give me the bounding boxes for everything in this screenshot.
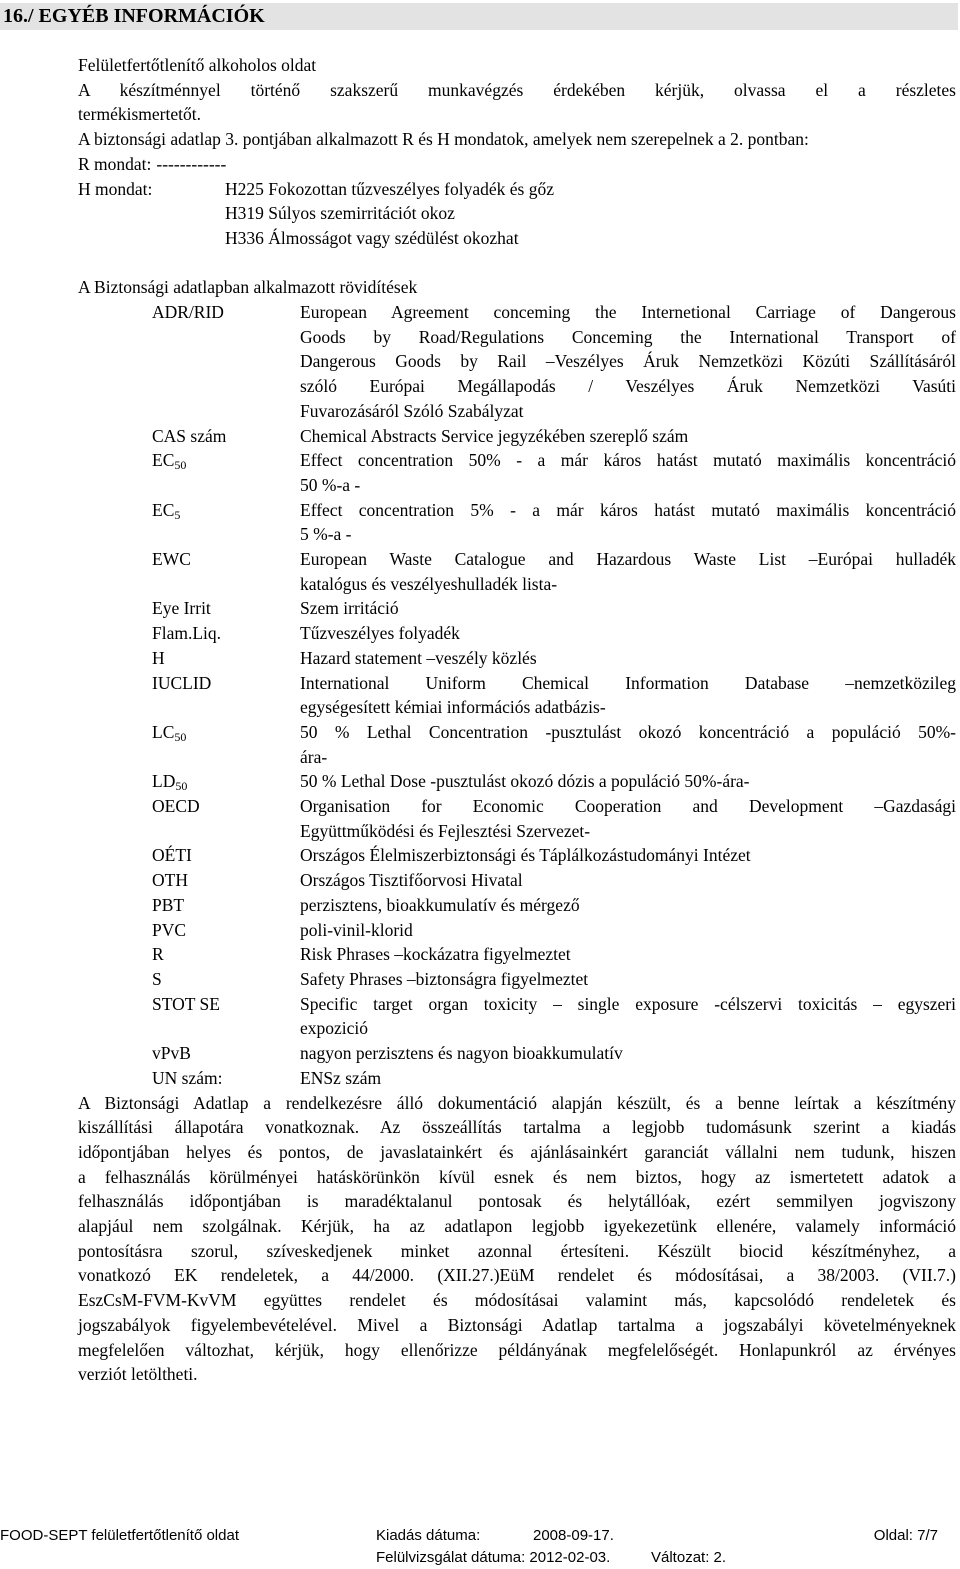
abbreviation-row (152, 498, 956, 547)
r-statement-value: ------------ (156, 153, 227, 174)
footer-review-date: Felülvizsgálat dátuma: 2012-02-03. (376, 1549, 611, 1566)
abbreviation-definition-line: European Agreement conceming the Internetional Carriage of Dangerous (300, 302, 956, 323)
footer-product-name: FOOD-SEPT felületfertőtlenítő oldat (0, 1527, 239, 1544)
abbreviation-term (152, 671, 300, 720)
abbreviation-row (152, 300, 956, 424)
section-title: 16./ EGYÉB INFORMÁCIÓK (0, 3, 958, 30)
abbreviation-definition-line: Együttműködési és Fejlesztési Szervezet- (300, 820, 591, 841)
closing-line: A Biztonsági Adatlap a rendelkezésre álló dokumentáció alapján készült, és a benne leírtak a készítmény (78, 1092, 956, 1113)
abbreviation-definition-line: Risk Phrases –kockázatra figyelmeztet (300, 944, 571, 965)
abbreviation-row (152, 942, 956, 967)
abbreviation-row (152, 868, 956, 893)
abbreviation-definition (300, 942, 956, 967)
abbreviation-term-text: PBT (152, 894, 185, 915)
abbreviation-definition (300, 720, 956, 769)
abbreviation-definition-line: Országos Tisztifőorvosi Hivatal (300, 870, 523, 891)
abbreviation-list (78, 300, 956, 1091)
abbreviation-definition-line: Tűzveszélyes folyadék (300, 623, 460, 644)
abbreviation-definition-line: Organisation for Economic Cooperation and Development –Gazdasági (300, 796, 956, 817)
abbreviation-definition (300, 794, 956, 843)
abbreviation-definition-line: katalógus és veszélyeshulladék lista- (300, 573, 558, 594)
abbreviation-term-text: H (152, 647, 165, 668)
abbreviation-definition-line: International Uniform Chemical Information Database –nemzetközileg (300, 672, 956, 693)
abbreviation-definition-line: Országos Élelmiszerbiztonsági és Táplálkozástudományi Intézet (300, 845, 751, 866)
closing-line: EszCsM-FVM-KvVM együttes rendelet és módosításai valamint más, kapcsolódó rendeletek és (78, 1290, 956, 1311)
abbreviation-term-text: S (152, 969, 162, 989)
abbreviation-definition (300, 1066, 956, 1091)
statements-intro: A biztonsági adatlap 3. pontjában alkalmazott R és H mondatok, amelyek nem szerepelnek a 2. pontban: (78, 129, 809, 150)
abbreviation-definition-line: Fuvarozásáról Szóló Szabályzat (300, 400, 524, 421)
abbreviation-definition (300, 621, 956, 646)
abbreviation-definition-line: expozició (300, 1018, 369, 1039)
abbreviation-term-subscript: 50 (174, 729, 187, 744)
closing-line: vonatkozó EK rendeletek, a 44/2000. (XII.27.)EüM rendelet és módosításai, a 38/2003. (VII.7.) (78, 1265, 956, 1286)
abbreviation-definition-line: Szem irritáció (300, 598, 399, 619)
abbreviation-term (152, 1066, 300, 1091)
abbreviation-definition-line: Effect concentration 50% - a már káros hatást mutató maximális koncentráció (300, 450, 956, 471)
abbreviation-term-text: CAS szám (152, 425, 227, 446)
abbreviation-row (152, 992, 956, 1041)
abbreviations-heading: A Biztonsági adatlapban alkalmazott rövidítések (78, 277, 418, 298)
abbreviation-definition-line: Chemical Abstracts Service jegyzékében szereplő szám (300, 425, 689, 446)
closing-line: jogszabályok figyelembevételével. Mivel a Biztonsági Adatlap tartalma a jogszabályi követelményeknek (78, 1314, 956, 1335)
abbreviation-definition (300, 300, 956, 424)
abbreviation-definition (300, 1041, 956, 1066)
abbreviation-term (152, 893, 300, 918)
abbreviation-term (152, 868, 300, 893)
abbreviation-row (152, 893, 956, 918)
abbreviation-definition-line: Specific target organ toxicity – single exposure -célszervi toxicitás – egyszeri (300, 993, 956, 1014)
abbreviation-definition-line: Goods by Road/Regulations Conceming the International Transport of (300, 326, 956, 347)
abbreviation-definition (300, 893, 956, 918)
abbreviation-definition-line: Hazard statement –veszély közlés (300, 647, 537, 668)
abbreviation-term (152, 794, 300, 843)
abbreviation-definition-line: Safety Phrases –biztonságra figyelmeztet (300, 969, 589, 989)
abbreviation-definition (300, 596, 956, 621)
closing-line: alapjául nem szolgálnak. Kérjük, ha az adatlapon legjobb igyekezetünk ellenére, valamely információ (78, 1216, 956, 1237)
abbreviation-term-text: vPvB (152, 1043, 191, 1064)
abbreviation-row (152, 769, 956, 794)
abbreviation-definition (300, 498, 956, 547)
abbreviation-definition (300, 424, 956, 449)
abbreviation-row (152, 843, 956, 868)
instruction-text-cont: termékismertetőt. (78, 104, 201, 125)
abbreviation-term-text: EC (152, 450, 175, 471)
abbreviation-definition-line: poli-vinil-klorid (300, 919, 413, 940)
abbreviation-definition-line: Effect concentration 5% - a már káros hatást mutató maximális koncentráció (300, 499, 956, 520)
abbreviation-term-subscript: 50 (174, 458, 187, 473)
abbreviation-term-text: OÉTI (152, 845, 192, 866)
abbreviation-term-text: EWC (152, 549, 191, 570)
abbreviation-term-text: EC (152, 499, 175, 520)
abbreviation-definition-line: perzisztens, bioakkumulatív és mérgező (300, 894, 580, 915)
abbreviation-definition-line: European Waste Catalogue and Hazardous Waste List –Európai hulladék (300, 549, 956, 570)
abbreviation-term-text: UN szám: (152, 1067, 223, 1088)
footer-version: Változat: 2. (651, 1549, 727, 1566)
abbreviation-row (152, 621, 956, 646)
abbreviation-term (152, 843, 300, 868)
h-statement-list (225, 177, 554, 251)
closing-line: pontosításra szorul, szíveskedjenek minket azonnal értesíteni. Készült biocid készítményhez, a (78, 1240, 956, 1261)
h-statement-label: H mondat: (78, 178, 153, 199)
abbreviation-row (152, 918, 956, 943)
instruction-text: A készítménnyel történő szakszerű munkavégzés érdekében kérjük, olvassa el a részletes (78, 79, 956, 100)
closing-line: verziót letöltheti. (78, 1364, 198, 1385)
closing-line: kiszállítási állapotára vonatkoznak. Az összeállítás tartalma a legjobb tudomásunk szerint a kiadás (78, 1117, 956, 1138)
document-body (78, 53, 956, 1387)
abbreviation-definition (300, 992, 956, 1041)
abbreviation-row (152, 720, 956, 769)
abbreviation-term (152, 498, 300, 547)
r-statement-label: R mondat: (78, 153, 152, 174)
abbreviation-row (152, 547, 956, 596)
abbreviation-row (152, 424, 956, 449)
footer-page-number: Oldal: 7/7 (873, 1527, 938, 1544)
abbreviation-term (152, 621, 300, 646)
abbreviation-definition-line: ára- (300, 746, 328, 767)
abbreviation-term (152, 424, 300, 449)
abbreviation-row (152, 646, 956, 671)
abbreviation-term-text: PVC (152, 919, 187, 940)
abbreviation-term-text: ADR/RID (152, 302, 224, 323)
abbreviation-term (152, 1041, 300, 1066)
r-statement-row (78, 152, 956, 177)
abbreviation-definition (300, 843, 956, 868)
abbreviation-row (152, 1066, 956, 1091)
abbreviation-definition-line: nagyon perzisztens és nagyon bioakkumulatív (300, 1043, 623, 1064)
abbreviation-term-text: OECD (152, 796, 200, 817)
abbreviation-definition (300, 646, 956, 671)
abbreviation-definition (300, 769, 956, 794)
abbreviation-row (152, 448, 956, 497)
h-statement-item: H319 Súlyos szemirritációt okoz (225, 203, 455, 224)
abbreviation-term-text: Flam.Liq. (152, 623, 222, 644)
abbreviation-term (152, 596, 300, 621)
abbreviation-row (152, 596, 956, 621)
abbreviation-term (152, 300, 300, 424)
abbreviation-term-text: LD (152, 771, 176, 792)
abbreviation-definition (300, 547, 956, 596)
abbreviation-term-text: IUCLID (152, 672, 212, 693)
abbreviation-term-text: R (152, 944, 164, 965)
abbreviation-term (152, 942, 300, 967)
abbreviation-definition-line: egységesített kémiai információs adatbázis- (300, 697, 606, 718)
abbreviation-row (152, 671, 956, 720)
closing-line: felhasználás időpontjában is maradéktalanul pontosak és helytállóak, ezért semmilyen jogviszony (78, 1191, 956, 1212)
abbreviation-term (152, 646, 300, 671)
closing-line: időpontjában helyes és pontos, de javaslatainkért és ajánlásainkért garanciát vállalni nem tudunk, hiszen (78, 1141, 956, 1162)
abbreviation-term (152, 448, 300, 497)
abbreviation-term (152, 992, 300, 1041)
abbreviation-term-text: OTH (152, 870, 188, 891)
abbreviation-term (152, 547, 300, 596)
closing-paragraph (78, 1091, 956, 1387)
closing-line: megfelelően változhat, kérjük, hogy ellenőrizze példányának megfelelőségét. Honlapunkról az érvényes (78, 1339, 956, 1360)
abbreviation-term-subscript: 50 (175, 779, 188, 794)
abbreviation-definition-line: 50 % Lethal Concentration -pusztulást okozó koncentráció a populáció 50%- (300, 721, 956, 742)
abbreviation-term (152, 918, 300, 943)
abbreviation-term (152, 769, 300, 794)
h-statement-item: H336 Álmosságot vagy szédülést okozhat (225, 227, 519, 248)
abbreviation-term-text: Eye Irrit (152, 598, 211, 619)
abbreviation-term (152, 720, 300, 769)
abbreviation-row (152, 794, 956, 843)
abbreviation-definition (300, 918, 956, 943)
abbreviation-definition-line: 50 %-a - (300, 474, 361, 495)
h-statement-item: H225 Fokozottan tűzveszélyes folyadék és gőz (225, 178, 555, 199)
h-statement-row (78, 177, 956, 251)
abbreviation-term-text: STOT SE (152, 993, 220, 1014)
abbreviation-row (152, 967, 956, 992)
abbreviation-definition (300, 671, 956, 720)
footer-issue-label: Kiadás dátuma: (376, 1527, 481, 1544)
closing-line: a felhasználás körülményei hatáskörünkön kívül esnek és nem biztos, hogy az ismertetett adatok a (78, 1166, 956, 1187)
abbreviation-definition (300, 448, 956, 497)
abbreviation-definition-line: szóló Európai Megállapodás / Veszélyes Áruk Nemzetközi Vasúti (300, 376, 956, 397)
abbreviation-definition-line: 5 %-a - (300, 524, 352, 545)
abbreviation-definition (300, 967, 956, 992)
abbreviation-term-subscript: 5 (174, 507, 181, 522)
abbreviation-definition-line: Dangerous Goods by Rail –Veszélyes Áruk Nemzetközi Közúti Szállításáról (300, 351, 956, 372)
abbreviation-definition-line: 50 % Lethal Dose -pusztulást okozó dózis a populáció 50%-ára- (300, 771, 750, 792)
abbreviation-definition-line: ENSz szám (300, 1067, 382, 1088)
abbreviation-row (152, 1041, 956, 1066)
abbreviation-definition (300, 868, 956, 893)
abbreviation-term (152, 967, 300, 992)
abbreviation-term-text: LC (152, 721, 175, 742)
product-description: Felületfertőtlenítő alkoholos oldat (78, 55, 317, 75)
footer-issue-date: 2008-09-17. (533, 1527, 614, 1544)
